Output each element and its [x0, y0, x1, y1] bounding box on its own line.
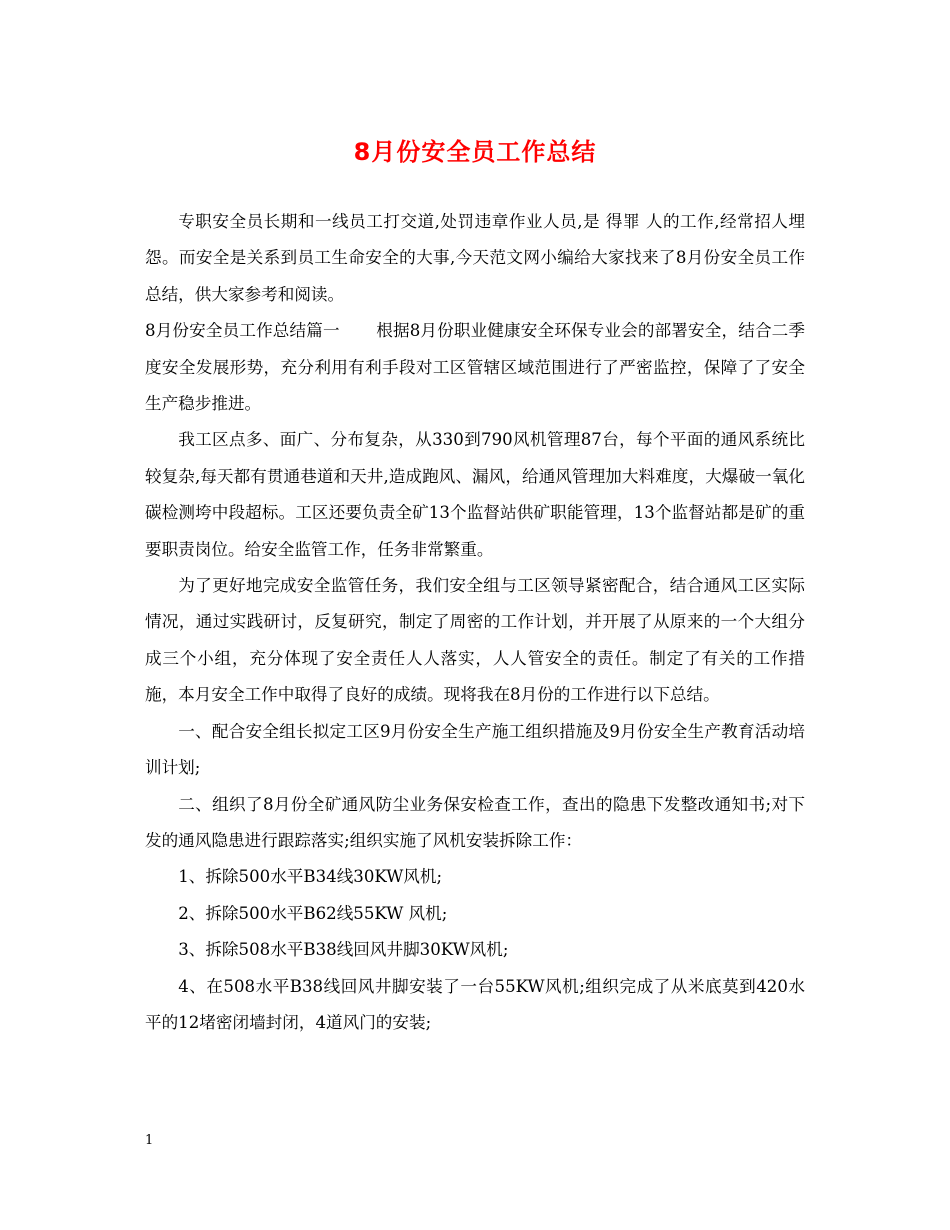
document-body: [145, 204, 805, 1041]
list-item-4: 4、在508水平B38线回风井脚安装了一台55KW风机;组织完成了从米底莫到420水平的12堵密闭墙封闭，4道风门的安装;: [145, 976, 805, 1032]
list-item-3: 3、拆除508水平B38线回风井脚30KW风机;: [178, 940, 509, 960]
paragraph-work-plan: 为了更好地完成安全监管任务，我们安全组与工区领导紧密配合，结合通风工区实际情况，通过实践研讨，反复研究，制定了周密的工作计划，并开展了从原来的一个大组分成三个小组，充分体现了安全责任人人落实，人人管安全的责任。制定了有关的工作措施，本月安全工作中取得了良好的成绩。现将我在8月份的工作进行以下总结。: [145, 576, 805, 705]
paragraph-intro: 专职安全员长期和一线员工打交道,处罚违章作业人员,是 得罪 人的工作,经常招人埋怨。而安全是关系到员工生命安全的大事,今天范文网小编给大家找来了8月份安全员工作总结，供大家参考和阅读。: [145, 212, 805, 304]
list-item-2: 2、拆除500水平B62线55KW 风机;: [178, 903, 448, 923]
paragraph-work-area: 我工区点多、面广、分布复杂，从330到790风机管理87台，每个平面的通风系统比较复杂,每天都有贯通巷道和天井,造成跑风、漏风，给通风管理加大料难度，大爆破一氧化碳检测垮中段超标。工区还要负责全矿13个监督站供矿职能管理，13个监督站都是矿的重要职责岗位。给安全监管工作，任务非常繁重。: [145, 430, 805, 559]
paragraph-item-one: 一、配合安全组长拟定工区9月份安全生产施工组织措施及9月份安全生产教育活动培训计划;: [145, 721, 805, 778]
document-title: 8月份安全员工作总结: [353, 138, 597, 166]
list-item-1: 1、拆除500水平B34线30KW风机;: [178, 867, 443, 887]
page-number: 1: [145, 1133, 154, 1148]
paragraph-section-one: [145, 313, 805, 422]
section-one-text: 根据8月份职业健康安全环保专业会的部署安全，结合二季度安全发展形势，充分利用有利手段对工区管辖区域范围进行了严密监控，保障了了安全生产稳步推进。: [145, 321, 806, 414]
paragraph-item-two: 二、组织了8月份全矿通风防尘业务保安检查工作，查出的隐患下发整改通知书;对下发的通风隐患进行跟踪落实;组织实施了风机安装拆除工作：: [145, 794, 805, 850]
section-heading: 8月份安全员工作总结篇一: [145, 321, 340, 341]
